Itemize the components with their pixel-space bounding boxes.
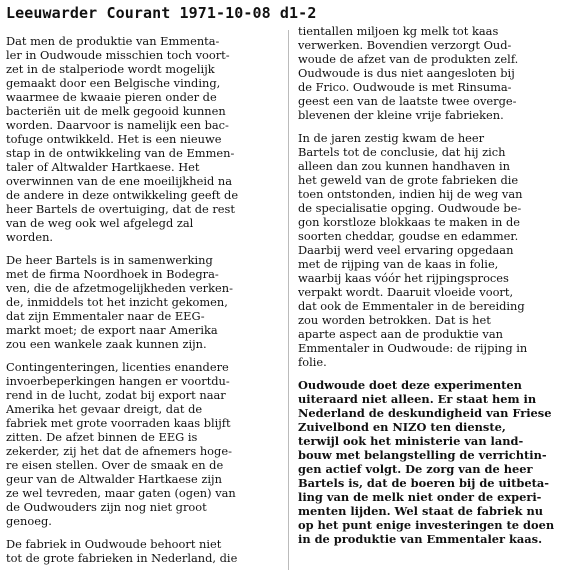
text-line: uiteraard niet alleen. Er staat hem in xyxy=(298,392,537,406)
text-line: het geweld van de grote fabrieken die xyxy=(298,173,519,187)
text-line: ven, die de afzetmogelijkheden verken- xyxy=(6,281,233,295)
text-line: In de jaren zestig kwam de heer xyxy=(298,131,485,145)
text-line: re eisen stellen. Over de smaak en de xyxy=(6,458,224,472)
text-line: Oudwoude doet deze experimenten xyxy=(298,378,522,392)
text-line: bouw met belangstelling de verrichtin- xyxy=(298,448,547,462)
text-line: verwerken. Bovendien verzorgt Oud- xyxy=(298,38,512,52)
text-line: met de rijping van de kaas in folie, xyxy=(298,257,499,271)
text-line: woude de afzet van de produkten zelf. xyxy=(298,52,519,66)
text-line: gen actief volgt. De zorg van de heer xyxy=(298,462,533,476)
page-title: Leeuwarder Courant 1971-10-08 d1-2 xyxy=(6,4,317,22)
text-line: met de firma Noordhoek in Bodegra- xyxy=(6,267,219,281)
text-line: heer Bartels de overtuiging, dat de rest xyxy=(6,202,235,216)
text-line: Emmentaler in Oudwoude: de rijping in xyxy=(298,341,528,355)
text-line: geur van de Altwalder Hartkaese zijn xyxy=(6,472,222,486)
text-line: invoerbeperkingen hangen er voortdu- xyxy=(6,374,230,388)
text-line: tientallen miljoen kg melk tot kaas xyxy=(298,24,499,38)
text-line: menten lijden. Wel staat de fabriek nu xyxy=(298,504,544,518)
text-line: dat zijn Emmentaler naar de EEG- xyxy=(6,309,205,323)
text-line: soorten cheddar, goudse en edammer. xyxy=(298,229,519,243)
text-line: de andere in deze ontwikkeling geeft de xyxy=(6,188,239,202)
text-line: Bartels is, dat de boeren bij de uitbeta- xyxy=(298,476,549,490)
text-line: tot de grote fabrieken in Nederland, die xyxy=(6,551,238,565)
text-line: genoeg. xyxy=(6,514,52,528)
article-paragraph xyxy=(298,24,570,122)
text-line: verpakt wordt. Daaruit vloeide voort, xyxy=(298,285,514,299)
text-line: worden. Daarvoor is namelijk een bac- xyxy=(6,118,229,132)
text-line: worden. xyxy=(6,230,54,244)
text-line: dat ook de Emmentaler in de bereiding xyxy=(298,299,525,313)
text-line: geest een van de laatste twee overge- xyxy=(298,94,517,108)
text-line: De fabriek in Oudwoude behoort niet xyxy=(6,537,222,551)
text-line: overwinnen van de ene moeilijkheid na xyxy=(6,174,233,188)
text-line: in de produktie van Emmentaler kaas. xyxy=(298,532,543,546)
article-paragraph xyxy=(6,34,278,244)
text-line: waarmee de kwaaie pieren onder de xyxy=(6,90,217,104)
article-paragraph xyxy=(298,378,570,546)
text-line: Daarbij werd veel ervaring opgedaan xyxy=(298,243,514,257)
text-line: ler in Oudwoude misschien toch voort- xyxy=(6,48,230,62)
text-line: gemaakt door een Belgische vinding, xyxy=(6,76,221,90)
column-divider xyxy=(288,30,289,570)
text-line: taler of Altwalder Hartkaese. Het xyxy=(6,160,200,174)
text-line: rend in de lucht, zodat bij export naar xyxy=(6,388,226,402)
text-line: bacteriën uit de melk gegooid kunnen xyxy=(6,104,226,118)
text-line: toen ontstonden, indien hij de weg van xyxy=(298,187,523,201)
text-line: Contingenteringen, licenties enandere xyxy=(6,360,229,374)
text-line: terwijl ook het ministerie van land- xyxy=(298,434,524,448)
text-line: Oudwoude is dus niet aangesloten bij xyxy=(298,66,515,80)
text-line: blevenen der kleine vrije fabrieken. xyxy=(298,108,504,122)
article-paragraph xyxy=(6,537,278,565)
text-line: zet in de stalperiode wordt mogelijk xyxy=(6,62,215,76)
text-line: zitten. De afzet binnen de EEG is xyxy=(6,430,198,444)
text-line: Amerika het gevaar dreigt, dat de xyxy=(6,402,203,416)
text-line: zou een wankele zaak kunnen zijn. xyxy=(6,337,207,351)
text-line: De heer Bartels is in samenwerking xyxy=(6,253,213,267)
text-line: fabriek met grote voorraden kaas blijft xyxy=(6,416,231,430)
text-line: de Oudwouders zijn nog niet groot xyxy=(6,500,207,514)
text-line: aparte aspect aan de produktie van xyxy=(298,327,503,341)
text-line: de specialisatie opging. Oudwoude be- xyxy=(298,201,522,215)
text-line: tofuge ontwikkeld. Het is een nieuwe xyxy=(6,132,222,146)
text-line: gon korstloze blokkaas te maken in de xyxy=(298,215,521,229)
right-column xyxy=(298,24,570,555)
text-line: Bartels tot de conclusie, dat hij zich xyxy=(298,145,506,159)
text-line: de, inmiddels tot het inzicht gekomen, xyxy=(6,295,228,309)
text-line: stap in de ontwikkeling van de Emmen- xyxy=(6,146,235,160)
left-column xyxy=(6,34,278,574)
text-line: waarbij kaas vóór het rijpingsproces xyxy=(298,271,509,285)
article-paragraph xyxy=(6,253,278,351)
text-line: Zuivelbond en NIZO ten dienste, xyxy=(298,420,506,434)
text-line: ling van de melk niet onder de experi- xyxy=(298,490,542,504)
text-line: zou worden betrokken. Dat is het xyxy=(298,313,491,327)
text-line: Nederland de deskundigheid van Friese xyxy=(298,406,552,420)
text-line: markt moet; de export naar Amerika xyxy=(6,323,218,337)
article-paragraph xyxy=(6,360,278,528)
article-paragraph xyxy=(298,131,570,369)
text-line: Dat men de produktie van Emmenta- xyxy=(6,34,220,48)
text-line: zekerder, zij het dat de afnemers hoge- xyxy=(6,444,232,458)
text-line: folie. xyxy=(298,355,327,369)
text-line: alleen dan zou kunnen handhaven in xyxy=(298,159,510,173)
text-line: de Frico. Oudwoude is met Rinsuma- xyxy=(298,80,512,94)
text-line: ze wel tevreden, maar gaten (ogen) van xyxy=(6,486,236,500)
text-line: van de weg ook wel afgelegd zal xyxy=(6,216,194,230)
text-line: op het punt enige investeringen te doen xyxy=(298,518,555,532)
